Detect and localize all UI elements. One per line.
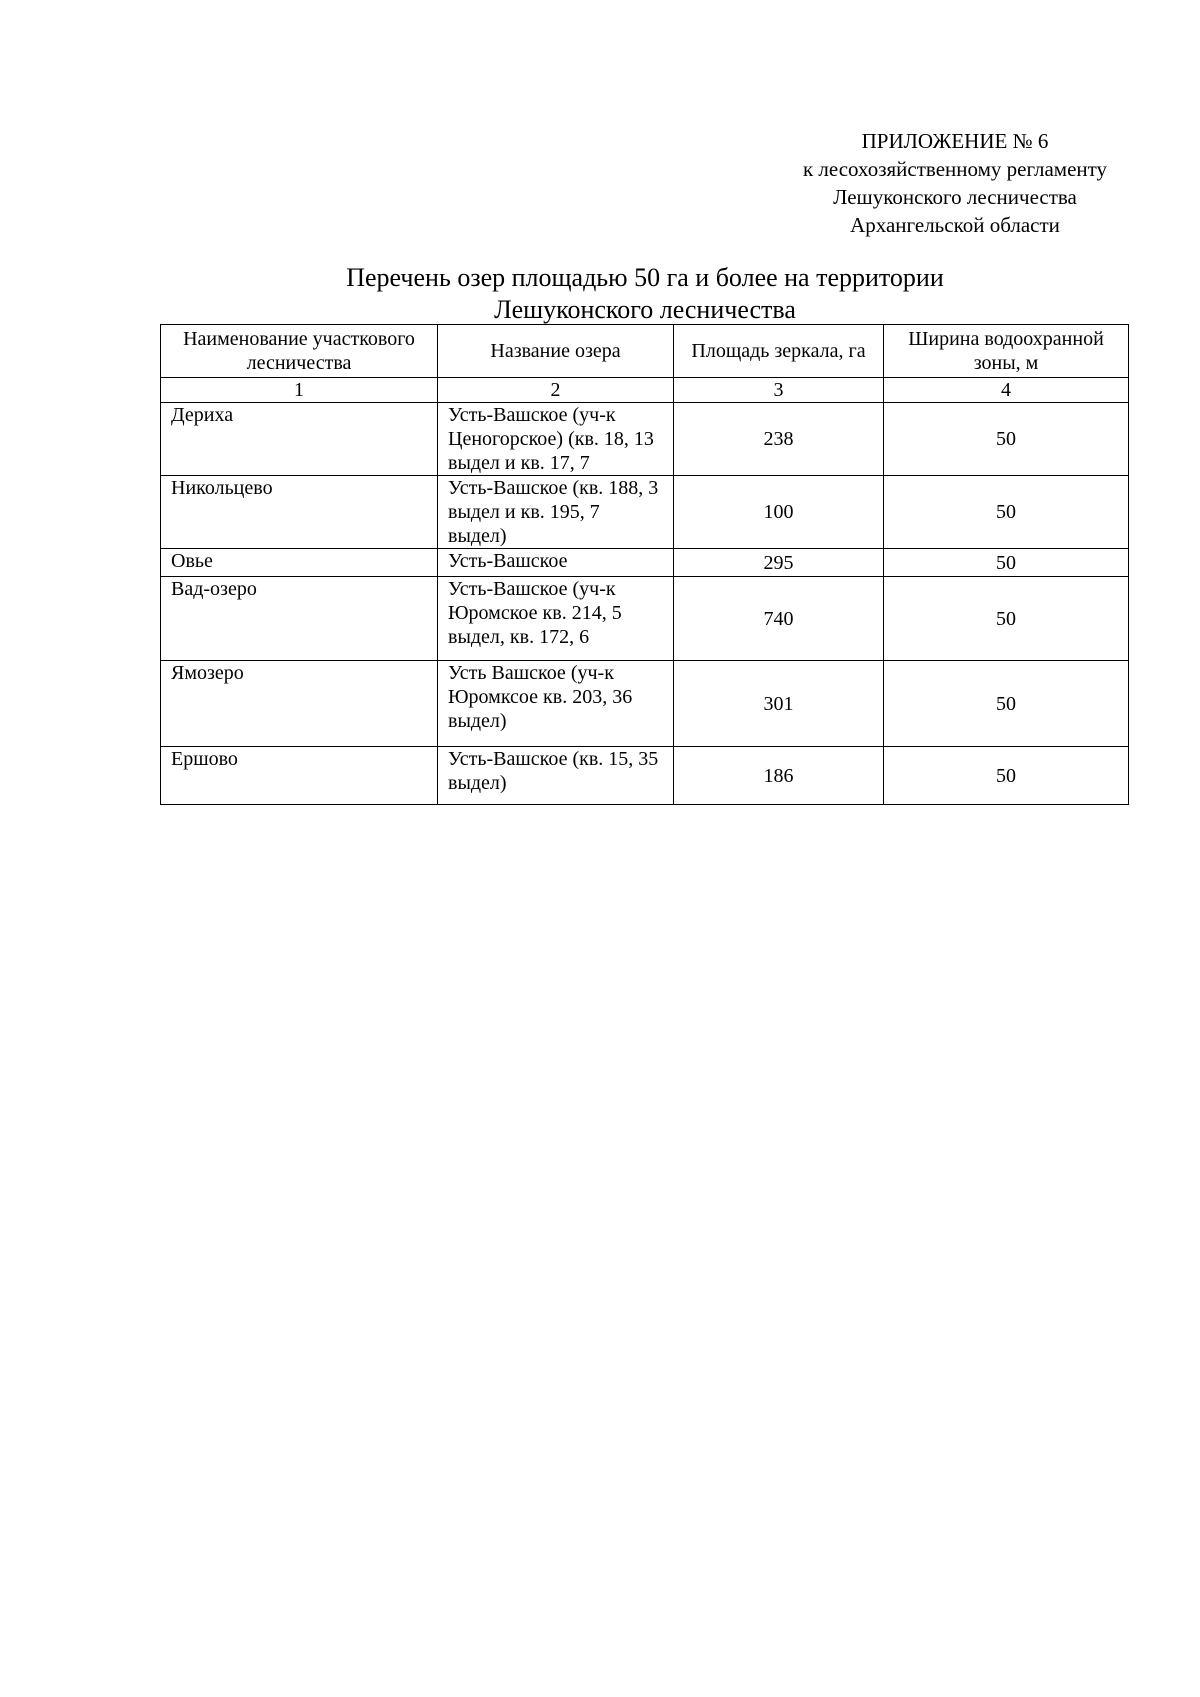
column-number: 1 [161, 378, 438, 403]
lake-name-text: Усть-Вашское (кв. 188, 3 выдел и кв. 195, 7 выдел) [448, 477, 659, 547]
area-cell: 186 [674, 747, 884, 805]
column-number: 2 [438, 378, 674, 403]
table-column-numbers-row [161, 378, 1129, 403]
document-title-line-2: Лешуконского лесничества [494, 295, 796, 324]
table-row [161, 476, 1129, 549]
district-cell: Никольцево [161, 476, 438, 549]
document-title-line-1: Перечень озер площадью 50 га и более на территории [346, 263, 944, 292]
lake-name-text: Усть-Вашское (уч-к Юромское кв. 214, 5 выдел, кв. 172, 6 [448, 578, 622, 648]
lake-name-text: Усть-Вашское (уч-к Ценогорское) (кв. 18, 13 выдел и кв. 17, 7 [448, 404, 654, 474]
area-cell: 301 [674, 661, 884, 747]
appendix-number: ПРИЛОЖЕНИЕ № 6 [861, 129, 1049, 153]
header-district: Наименование участкового лесничества [161, 325, 438, 378]
zone-width-cell: 50 [884, 747, 1129, 805]
table-row [161, 747, 1129, 805]
table-row [161, 403, 1129, 476]
zone-width-cell: 50 [884, 476, 1129, 549]
area-cell: 740 [674, 577, 884, 661]
lake-name-cell [438, 661, 674, 747]
column-number: 4 [884, 378, 1129, 403]
district-cell: Ершово [161, 747, 438, 805]
lake-name-cell [438, 403, 674, 476]
lake-name-cell [438, 577, 674, 661]
area-cell: 295 [674, 549, 884, 577]
appendix-header [745, 127, 1165, 239]
area-cell: 100 [674, 476, 884, 549]
lake-name-cell: Усть-Вашское (кв. 15, 35 выдел) [438, 747, 674, 805]
header-lake-name: Название озера [438, 325, 674, 378]
lake-name-cell [438, 476, 674, 549]
appendix-reference: к лесохозяйственному регламенту [802, 157, 1108, 181]
header-zone-width: Ширина водоохранной зоны, м [884, 325, 1129, 378]
district-cell: Овье [161, 549, 438, 577]
appendix-region: Архангельской области [850, 213, 1060, 237]
table-header-row [161, 325, 1129, 378]
zone-width-cell: 50 [884, 549, 1129, 577]
lake-name-cell: Усть-Вашское [438, 549, 674, 577]
table-row [161, 577, 1129, 661]
document-title [160, 262, 1130, 326]
table-row [161, 661, 1129, 747]
column-number: 3 [674, 378, 884, 403]
appendix-forestry: Лешуконского лесничества [833, 185, 1077, 209]
zone-width-cell: 50 [884, 403, 1129, 476]
district-cell: Ямозеро [161, 661, 438, 747]
lakes-table [160, 324, 1129, 805]
lake-name-text: Усть Вашское (уч-к Юромксое кв. 203, 36 выдел) [448, 662, 633, 732]
district-cell: Дериха [161, 403, 438, 476]
area-cell: 238 [674, 403, 884, 476]
header-area: Площадь зеркала, га [674, 325, 884, 378]
zone-width-cell: 50 [884, 577, 1129, 661]
zone-width-cell: 50 [884, 661, 1129, 747]
district-cell: Вад-озеро [161, 577, 438, 661]
table-row [161, 549, 1129, 577]
